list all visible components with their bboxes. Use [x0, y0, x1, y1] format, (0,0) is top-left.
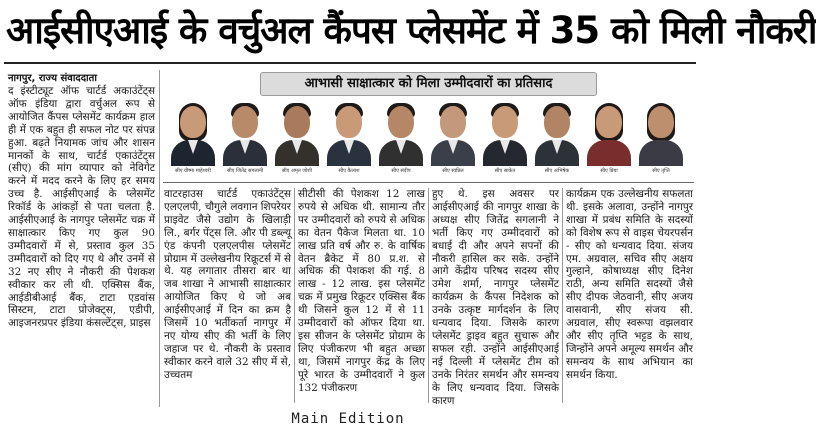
edition-footer: Main Edition	[291, 411, 405, 427]
photo-strip	[163, 70, 694, 183]
photo-caption: सीए कैलाश	[338, 168, 360, 174]
article-column-1: द इंस्टीट्यूट ऑफ चार्टर्ड अकाउंटेंट्स ऑफ इंडिया द्वारा वर्चुअल रूप से आयोजित कैंपस प्लेसमेंट कार्यक्रम हाल ही में एक बहुत ही सफल नोट पर संपन्न हुआ. बढ़ते नियामक जांच और शासन मानकों के साथ, चार्टर्ड एकाउंटेंट्स (सीए) की मांग व्यापार को नेविगेट करने में मदद करने के लिए हर समय उच्च है. आईसीएआई के प्लेसमेंट रिकॉर्ड के आंकड़ों से पता चलता है. आईसीएआई के नागपुर प्लेसमेंट चक्र में साक्षात्कार किए गए कुल 90 उम्मीदवारों में से, प्रस्ताव कुल 35 उम्मीदवारों को दिए गए थे और उनमें से 32 नए सीए ने नौकरी की पेशकश स्वीकार कर ली थी. एक्सिस बैंक, आईडीबीआई बैंक, टाटा एडवांस सिस्टम, टाटा प्रोजेक्ट्स, एडीपी, आइजनरप्रपर इंडिया कंसल्टेंट्स, प्राइस	[8, 85, 155, 330]
photo-caption: सीए अमृत जोशी	[282, 168, 312, 174]
photo-caption: सीए संदीप	[391, 168, 411, 174]
article-column-4: हुए थे. इस अवसर पर आईसीएआई की नागपुर शाखा के अध्यक्ष सीए जितेंद्र सगलानी ने भर्ती किए गए उम्मीदवारों को बधाई दी और अपने सपनों की नौकरी हासिल कर सके. उन्होंने आगे केंद्रीय परिषद सदस्य सीए उमेश शर्मा, नागपुर प्लेसमेंट कार्यक्रम के कैंपस निदेशक को उनके उत्कृष्ट मार्गदर्शन के लिए धन्यवाद दिया. जिसके कारण प्लेसमेंट ड्राइव बहुत सुचारू और सफल रही. उन्होंने आईसीएआई नई दिल्ली में प्लेसमेंट टीम को उनके निरंतर समर्थन और समन्वय के लिए धन्यवाद दिया. जिसके कारण	[432, 188, 559, 407]
person-photo	[221, 102, 269, 180]
column-divider	[428, 188, 429, 403]
column-divider	[159, 70, 160, 407]
photo-caption: सीए प्रिया	[600, 168, 618, 174]
column-divider	[562, 188, 563, 403]
person-photo	[585, 102, 633, 180]
person-photo	[169, 102, 217, 180]
photo-banner: आभासी साक्षात्कार को मिला उम्मीदवारों का प्रतिसाद	[260, 72, 597, 96]
article-column-2: वाटरहाउस चार्टर्ड एकाउंटेंट्स एलएलपी, चौगुले लवगान शिपरेयर प्राइवेट जैसे उद्योग के खिलाड़ी लि., बर्गर पेंट्स लि. और पी डब्ल्यू एंड कंपनी एलएलपीस प्लेसमेंट प्रोग्राम में उल्लेखनीय रिक्रूटर्स में से थे. यह लगातार तीसरा बार था जब शाखा ने आभासी साक्षात्कार आयोजित किए थे जो अब आईसीएआई में दिन का क्रम है जिसमें 10 भर्तीकर्ता नागपुर में नए योग्य सीए की भर्ती के लिए जहाज पर थे. नौकरी के प्रस्ताव स्वीकार करने वाले 32 सीए में से, उच्चतम	[164, 188, 291, 381]
article-column-3: सीटीसी की पेशकश 12 लाख रुपये से अधिक थी. सामान्य तौर पर उम्मीदवारों को रुपये से अधिक का वेतन पैकेज मिलता था. 10 लाख प्रति वर्ष और रु. के वार्षिक वेतन ब्रैकेट में 80 प्र.श. से अधिक की पेशकश की गई. 8 लाख - 12 लाख. इस प्लेसमेंट चक्र में प्रमुख रिक्रूटर एक्सिस बैंक थी जिसने कुल 12 में से 11 उम्मीदवारों को ऑफर दिया था. इस सीजन के प्लेसमेंट प्रोग्राम के लिए पंजीकरण भी बहुत अच्छा था, जिसमें नागपुर केंद्र के लिए पूरे भारत के उम्मीदवारों ने कुल 132 पंजीकरण	[298, 188, 425, 394]
person-photo	[481, 102, 529, 180]
person-photo	[325, 102, 373, 180]
dateline: नागपुर, राज्य संवाददाता	[8, 73, 97, 84]
photo-caption: सीए अभिषेक	[544, 168, 570, 174]
person-photo	[533, 102, 581, 180]
photo-caption: सीए स्वप्निल	[442, 168, 464, 174]
photo-caption: सीए ग्रीष्मा माहेश्वरी	[175, 168, 211, 174]
photo-caption: सीए जितेंद्र सगलानी	[226, 168, 264, 174]
person-photo	[377, 102, 425, 180]
column-divider	[294, 188, 295, 403]
photo-caption: सीए तृप्ति	[652, 168, 670, 174]
person-photo	[637, 102, 685, 180]
headline: आईसीएआई के वर्चुअल कैंपस प्लेसमेंट में 35 को मिली नौकरी	[6, 9, 816, 52]
photo-caption: सीए साकेत	[494, 168, 516, 174]
article-column-5: कार्यक्रम एक उल्लेखनीय सफलता थी. इसके अलावा, उन्होंने नागपुर शाखा में प्रबंध समिति के सदस्यों को विशेष रूप से वाइस चेयरपर्सन - सीए को धन्यवाद दिया. संजय एम. अग्रवाल, सचिव सीए अक्षय गुल्हाने, कोषाध्यक्ष सीए दिनेश राठी, अन्य समिति सदस्यों जैसे सीए दीपक जेठवानी, सीए अजय वासवानी, सीए संजय सी. अग्रवाल, सीए स्वरूपा वझलवार और सीए तृप्ति भट्टड के साथ, जिन्होंने अपने अमूल्य समर्थन और समन्वय के साथ अभियान का समर्थन किया.	[566, 188, 693, 381]
headline-rule	[4, 62, 696, 64]
person-photo	[429, 102, 477, 180]
person-photo	[273, 102, 321, 180]
